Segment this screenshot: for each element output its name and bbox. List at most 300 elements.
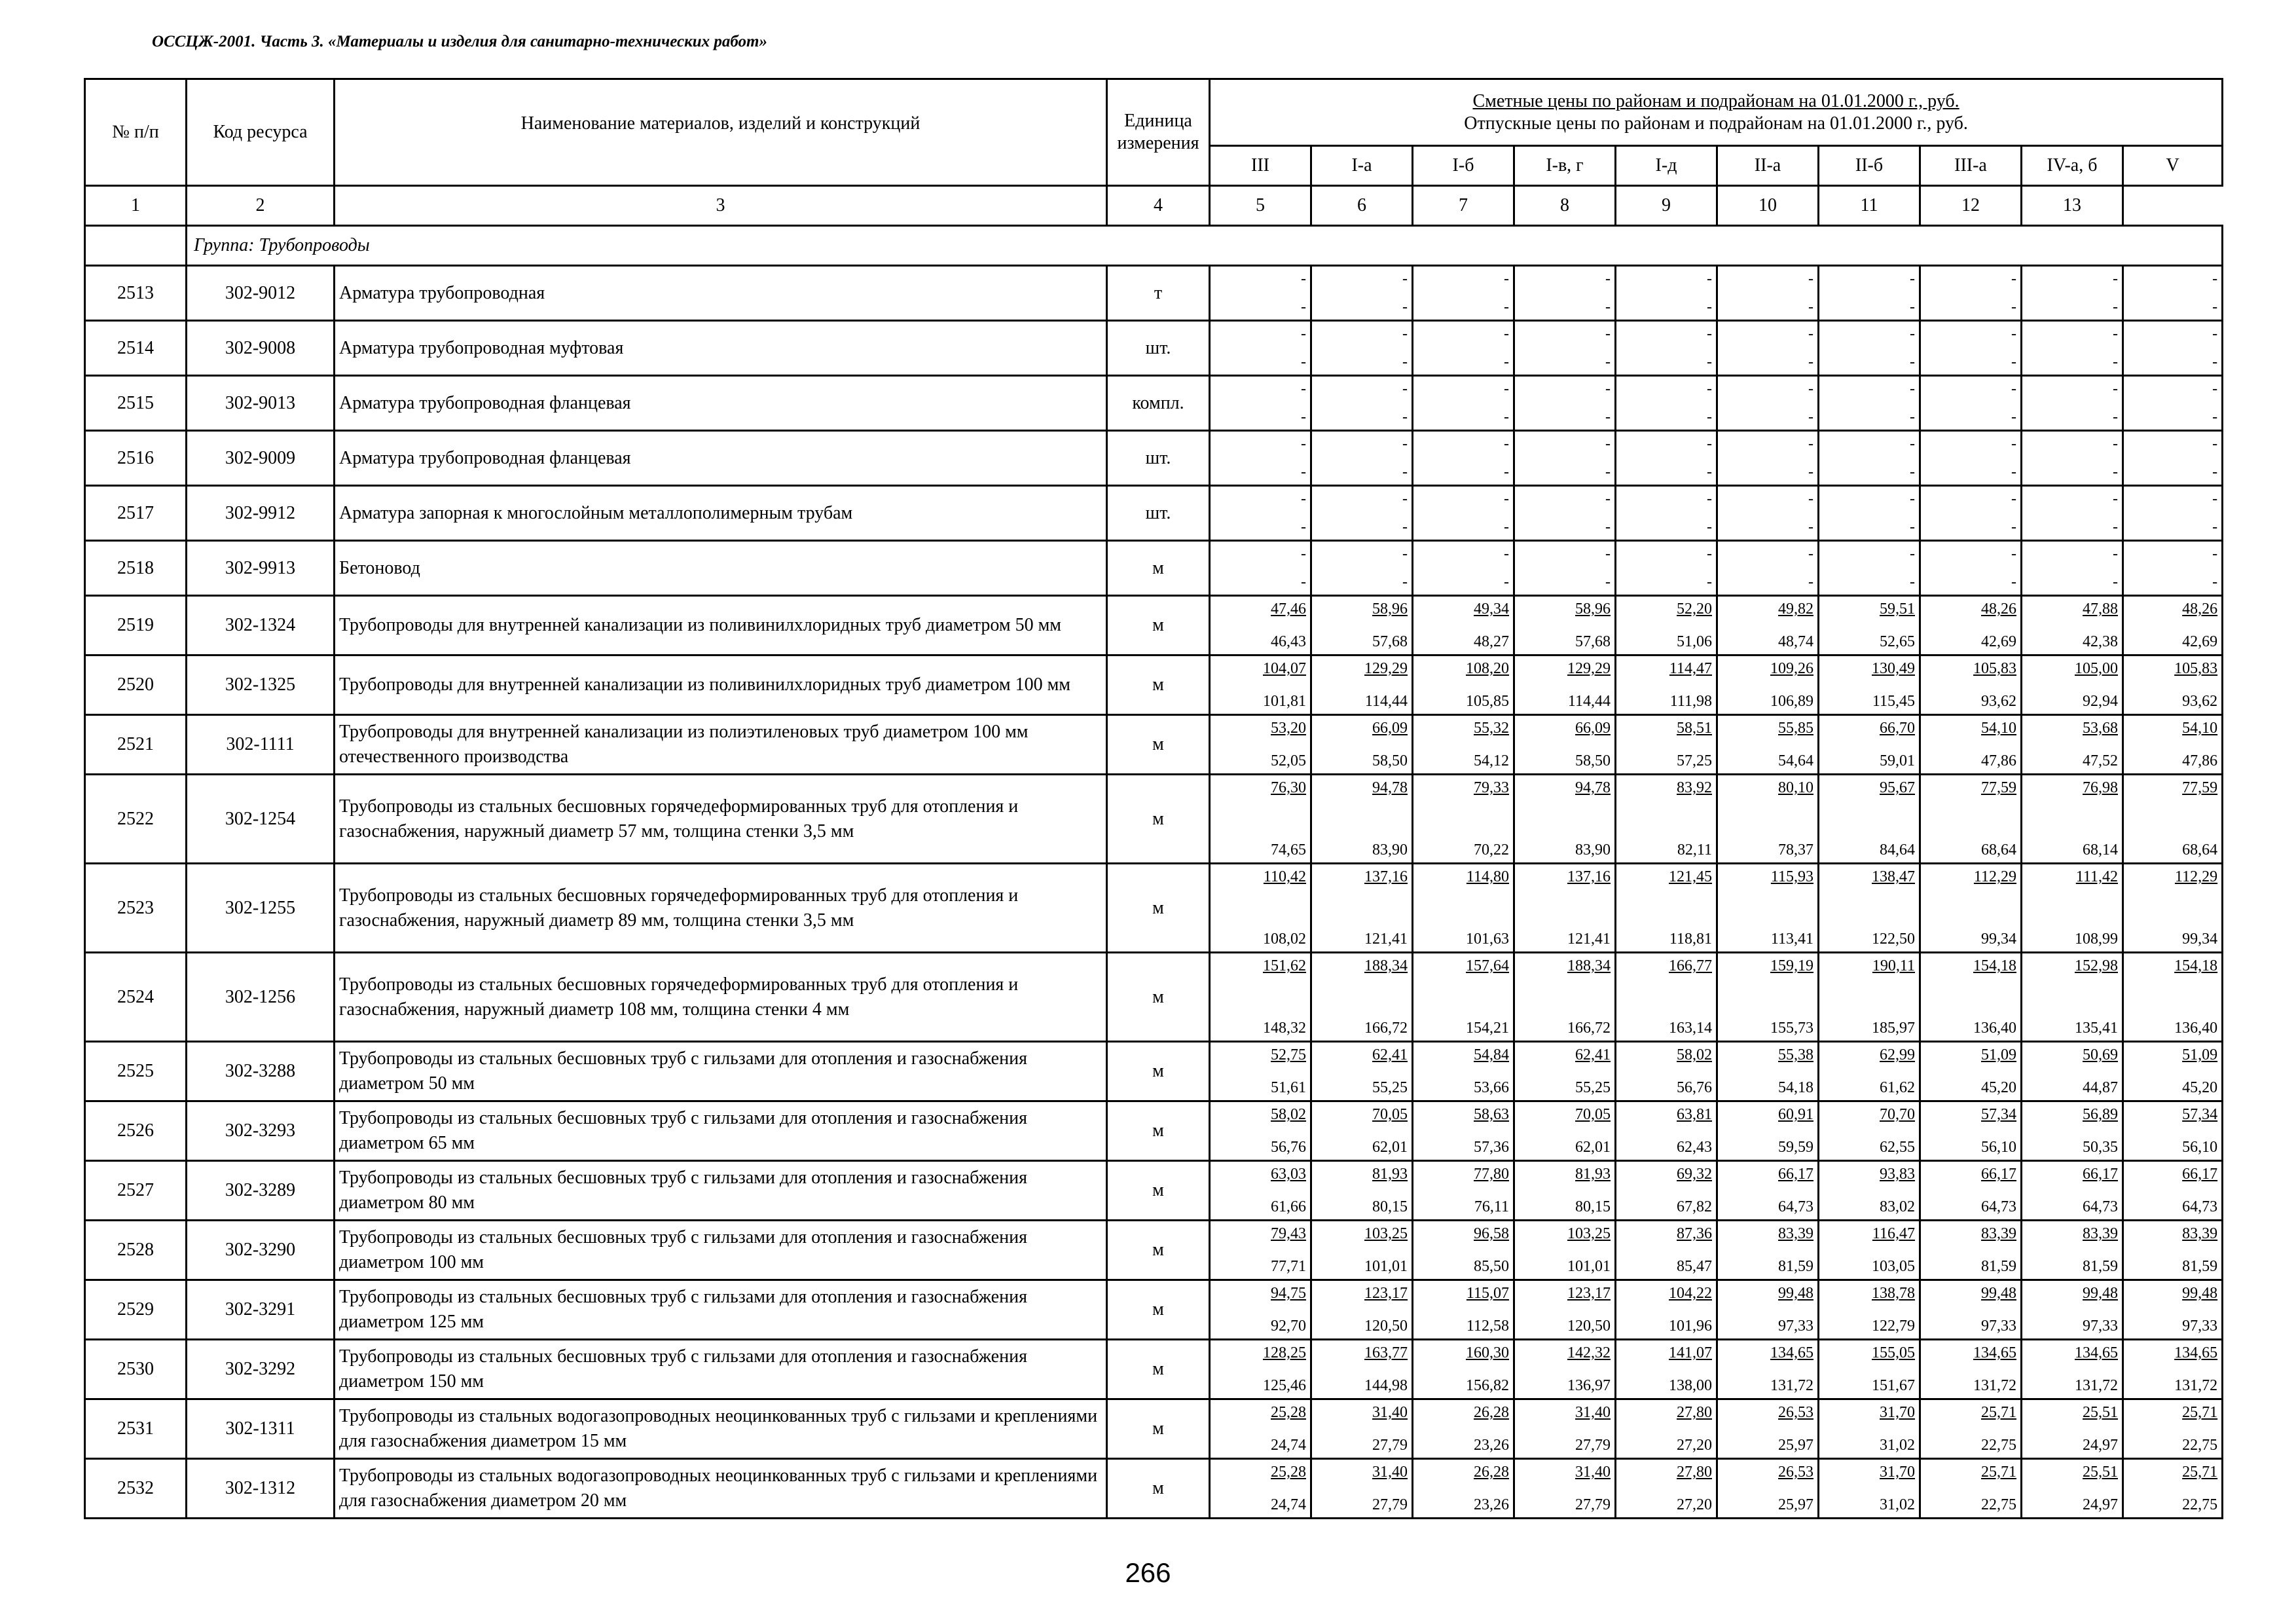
release-price: 55,25 xyxy=(1372,1079,1408,1096)
estimate-price: 128,25 xyxy=(1263,1344,1306,1361)
estimate-price: 25,28 xyxy=(1271,1404,1306,1421)
price-cell xyxy=(1311,1280,1413,1340)
price-cell xyxy=(1514,1101,1616,1161)
price-cell xyxy=(1616,486,1717,541)
release-price: 62,01 xyxy=(1372,1139,1408,1156)
release-price: 27,79 xyxy=(1575,1496,1611,1513)
price-cell xyxy=(2022,486,2123,541)
resource-code: 302-9009 xyxy=(187,431,335,486)
estimate-price: 154,18 xyxy=(1973,957,2016,974)
estimate-price: 25,51 xyxy=(2083,1464,2118,1481)
estimate-price: 81,93 xyxy=(1575,1166,1611,1183)
price-cell xyxy=(1210,1101,1311,1161)
estimate-price-dash: - xyxy=(2113,435,2118,452)
estimate-price: 80,10 xyxy=(1778,779,1813,796)
release-price: 122,79 xyxy=(1872,1318,1915,1335)
price-cell xyxy=(1920,1101,2022,1161)
release-price: 56,76 xyxy=(1271,1139,1306,1156)
estimate-price: 99,48 xyxy=(2083,1285,2118,1302)
table-row xyxy=(85,1340,2223,1399)
price-cell xyxy=(1413,1459,1514,1519)
release-price: 81,59 xyxy=(2083,1258,2118,1275)
estimate-price-dash: - xyxy=(2113,545,2118,563)
estimate-price: 95,67 xyxy=(1880,779,1915,796)
price-cell xyxy=(1616,1101,1717,1161)
release-price: 131,72 xyxy=(1973,1377,2016,1394)
row-number: 2516 xyxy=(85,431,187,486)
release-price: 136,40 xyxy=(1973,1020,2016,1037)
estimate-price: 138,78 xyxy=(1872,1285,1915,1302)
release-price-dash: - xyxy=(1301,299,1306,316)
column-number: 10 xyxy=(1717,186,1819,226)
estimate-price: 58,96 xyxy=(1575,600,1611,618)
price-cell xyxy=(2022,596,2123,655)
estimate-price: 25,51 xyxy=(2083,1404,2118,1421)
row-number: 2532 xyxy=(85,1459,187,1519)
release-price-dash: - xyxy=(1402,354,1408,371)
price-cell xyxy=(1616,953,1717,1042)
estimate-price: 51,09 xyxy=(2182,1046,2218,1063)
estimate-price: 76,30 xyxy=(1271,779,1306,796)
release-price-dash: - xyxy=(1402,409,1408,426)
row-number: 2513 xyxy=(85,266,187,321)
estimate-price-dash: - xyxy=(1910,325,1915,342)
material-name: Трубопроводы из стальных бесшовных горячедеформированных труб для отопления и газоснабжения, наружный диаметр 57 мм, толщина стенки 3,5 мм xyxy=(335,775,1107,864)
region-header: I-в, г xyxy=(1514,146,1616,186)
estimate-price: 63,81 xyxy=(1677,1106,1712,1123)
estimate-price: 58,02 xyxy=(1677,1046,1712,1063)
unit-cell: м xyxy=(1107,1399,1210,1459)
estimate-price: 60,91 xyxy=(1778,1106,1813,1123)
group-title: Группа: Трубопроводы xyxy=(187,226,2223,266)
unit-cell: шт. xyxy=(1107,321,1210,376)
resource-code: 302-9008 xyxy=(187,321,335,376)
price-cell xyxy=(1311,1042,1413,1101)
price-cell xyxy=(1210,1221,1311,1280)
release-price: 99,34 xyxy=(2182,931,2218,948)
release-price: 51,61 xyxy=(1271,1079,1306,1096)
price-cell xyxy=(1717,775,1819,864)
resource-code: 302-9913 xyxy=(187,541,335,596)
estimate-price-dash: - xyxy=(1402,380,1408,397)
estimate-price: 31,40 xyxy=(1372,1404,1408,1421)
price-cell xyxy=(2022,864,2123,953)
release-price: 27,79 xyxy=(1575,1437,1611,1454)
release-price-dash: - xyxy=(1707,574,1712,591)
estimate-price-dash: - xyxy=(2011,270,2016,287)
price-cell xyxy=(1616,1042,1717,1101)
price-cell xyxy=(1616,715,1717,775)
price-cell xyxy=(1311,431,1413,486)
price-cell xyxy=(1819,655,1920,715)
release-price: 47,52 xyxy=(2083,752,2118,769)
row-number: 2530 xyxy=(85,1340,187,1399)
unit-cell: м xyxy=(1107,1101,1210,1161)
price-cell xyxy=(1514,1399,1616,1459)
release-price: 58,50 xyxy=(1575,752,1611,769)
region-header: IV-а, б xyxy=(2022,146,2123,186)
release-price: 42,38 xyxy=(2083,633,2118,650)
resource-code: 302-1111 xyxy=(187,715,335,775)
estimate-price: 138,47 xyxy=(1872,868,1915,885)
price-cell xyxy=(2123,1280,2223,1340)
estimate-price: 25,71 xyxy=(2182,1404,2218,1421)
estimate-price-dash: - xyxy=(2113,490,2118,507)
price-cell xyxy=(1717,1280,1819,1340)
price-cell xyxy=(2123,541,2223,596)
estimate-price: 26,53 xyxy=(1778,1404,1813,1421)
price-cell xyxy=(1920,376,2022,431)
table-row xyxy=(85,266,2223,321)
release-price-dash: - xyxy=(2212,574,2218,591)
price-cell xyxy=(1210,775,1311,864)
release-price: 121,41 xyxy=(1364,931,1408,948)
release-price-dash: - xyxy=(1910,409,1915,426)
release-price: 82,11 xyxy=(1677,841,1712,858)
estimate-price: 69,32 xyxy=(1677,1166,1712,1183)
estimate-price: 48,26 xyxy=(1981,600,2016,618)
material-name: Арматура запорная к многослойным металлополимерным трубам xyxy=(335,486,1107,541)
estimate-price: 93,83 xyxy=(1880,1166,1915,1183)
price-cell xyxy=(1717,266,1819,321)
header-prices-release: Отпускные цены по районам и подрайонам на 01.01.2000 г., руб. xyxy=(1464,113,1968,134)
price-cell xyxy=(1920,953,2022,1042)
price-cell xyxy=(1413,376,1514,431)
estimate-price: 157,64 xyxy=(1466,957,1509,974)
release-price: 77,71 xyxy=(1271,1258,1306,1275)
release-price-dash: - xyxy=(1504,519,1509,536)
estimate-price-dash: - xyxy=(1504,380,1509,397)
unit-cell: шт. xyxy=(1107,431,1210,486)
estimate-price: 83,39 xyxy=(1981,1225,2016,1242)
estimate-price-dash: - xyxy=(1605,325,1611,342)
release-price: 120,50 xyxy=(1567,1318,1611,1335)
estimate-price: 142,32 xyxy=(1567,1344,1611,1361)
estimate-price: 31,70 xyxy=(1880,1404,1915,1421)
price-cell xyxy=(2022,1459,2123,1519)
estimate-price: 104,22 xyxy=(1669,1285,1712,1302)
column-number: 5 xyxy=(1210,186,1311,226)
unit-cell: т xyxy=(1107,266,1210,321)
estimate-price-dash: - xyxy=(1301,545,1306,563)
price-cell xyxy=(1210,715,1311,775)
estimate-price: 96,58 xyxy=(1474,1225,1509,1242)
column-number: 6 xyxy=(1311,186,1413,226)
price-cell xyxy=(2123,1340,2223,1399)
estimate-price: 116,47 xyxy=(1872,1225,1915,1242)
column-number: 11 xyxy=(1819,186,1920,226)
price-cell xyxy=(1717,1399,1819,1459)
release-price: 56,10 xyxy=(2182,1139,2218,1156)
price-cell xyxy=(1311,1101,1413,1161)
price-cell xyxy=(1514,376,1616,431)
release-price: 24,74 xyxy=(1271,1496,1306,1513)
release-price-dash: - xyxy=(2212,519,2218,536)
price-cell xyxy=(1819,376,1920,431)
release-price-dash: - xyxy=(1808,574,1813,591)
estimate-price: 155,05 xyxy=(1872,1344,1915,1361)
release-price: 67,82 xyxy=(1677,1198,1712,1215)
release-price: 57,36 xyxy=(1474,1139,1509,1156)
estimate-price-dash: - xyxy=(2011,325,2016,342)
price-cell xyxy=(1514,541,1616,596)
price-cell xyxy=(2123,1399,2223,1459)
estimate-price: 62,99 xyxy=(1880,1046,1915,1063)
estimate-price-dash: - xyxy=(1910,435,1915,452)
estimate-price-dash: - xyxy=(1402,435,1408,452)
table-row xyxy=(85,541,2223,596)
estimate-price: 77,59 xyxy=(2182,779,2218,796)
price-cell xyxy=(1717,1042,1819,1101)
unit-cell: м xyxy=(1107,715,1210,775)
estimate-price: 134,65 xyxy=(2174,1344,2218,1361)
table-row xyxy=(85,953,2223,1042)
header-num: № п/п xyxy=(85,79,187,186)
table-row xyxy=(85,376,2223,431)
release-price-dash: - xyxy=(1402,464,1408,481)
release-price-dash: - xyxy=(1808,464,1813,481)
estimate-price: 166,77 xyxy=(1669,957,1712,974)
release-price-dash: - xyxy=(2011,409,2016,426)
row-number: 2517 xyxy=(85,486,187,541)
release-price: 97,33 xyxy=(2182,1318,2218,1335)
row-number: 2519 xyxy=(85,596,187,655)
unit-cell: м xyxy=(1107,1042,1210,1101)
estimate-price: 27,80 xyxy=(1677,1404,1712,1421)
price-cell xyxy=(1717,715,1819,775)
release-price: 62,55 xyxy=(1880,1139,1915,1156)
price-cell xyxy=(1413,541,1514,596)
release-price: 93,62 xyxy=(1981,693,2016,710)
price-cell xyxy=(1819,541,1920,596)
price-cell xyxy=(1717,596,1819,655)
estimate-price-dash: - xyxy=(2212,380,2218,397)
estimate-price-dash: - xyxy=(2212,325,2218,342)
release-price: 108,99 xyxy=(2075,931,2118,948)
price-cell xyxy=(2022,775,2123,864)
estimate-price: 81,93 xyxy=(1372,1166,1408,1183)
estimate-price: 31,40 xyxy=(1575,1404,1611,1421)
estimate-price-dash: - xyxy=(1707,325,1712,342)
estimate-price: 99,48 xyxy=(1778,1285,1813,1302)
estimate-price: 48,26 xyxy=(2182,600,2218,618)
material-name: Трубопроводы для внутренней канализации из поливинилхлоридных труб диаметром 50 мм xyxy=(335,596,1107,655)
release-price-dash: - xyxy=(2011,574,2016,591)
material-name: Трубопроводы из стальных бесшовных труб с гильзами для отопления и газоснабжения диаметром 50 мм xyxy=(335,1042,1107,1101)
release-price: 113,41 xyxy=(1770,931,1813,948)
price-cell xyxy=(1616,541,1717,596)
estimate-price: 70,05 xyxy=(1372,1106,1408,1123)
estimate-price-dash: - xyxy=(2212,435,2218,452)
estimate-price: 134,65 xyxy=(1770,1344,1813,1361)
price-cell xyxy=(1920,266,2022,321)
unit-cell: м xyxy=(1107,864,1210,953)
price-cell xyxy=(1514,321,1616,376)
resource-code: 302-9012 xyxy=(187,266,335,321)
release-price: 83,90 xyxy=(1575,841,1611,858)
unit-cell: компл. xyxy=(1107,376,1210,431)
price-cell xyxy=(1819,596,1920,655)
release-price: 120,50 xyxy=(1364,1318,1408,1335)
estimate-price: 55,38 xyxy=(1778,1046,1813,1063)
release-price: 125,46 xyxy=(1263,1377,1306,1394)
release-price: 156,82 xyxy=(1466,1377,1509,1394)
table-row xyxy=(85,1161,2223,1221)
price-cell xyxy=(2022,431,2123,486)
price-cell xyxy=(2022,1340,2123,1399)
release-price: 45,20 xyxy=(1981,1079,2016,1096)
resource-code: 302-1324 xyxy=(187,596,335,655)
price-cell xyxy=(2123,376,2223,431)
estimate-price: 26,53 xyxy=(1778,1464,1813,1481)
price-cell xyxy=(1920,596,2022,655)
release-price-dash: - xyxy=(1808,519,1813,536)
price-cell xyxy=(1920,1399,2022,1459)
estimate-price: 47,88 xyxy=(2083,600,2118,618)
price-cell xyxy=(1920,864,2022,953)
price-cell xyxy=(1819,1399,1920,1459)
price-cell xyxy=(1819,864,1920,953)
row-number: 2515 xyxy=(85,376,187,431)
estimate-price-dash: - xyxy=(1301,490,1306,507)
release-price: 22,75 xyxy=(2182,1437,2218,1454)
estimate-price: 66,17 xyxy=(1981,1166,2016,1183)
price-cell xyxy=(2123,266,2223,321)
release-price: 55,25 xyxy=(1575,1079,1611,1096)
estimate-price: 141,07 xyxy=(1669,1344,1712,1361)
estimate-price: 79,33 xyxy=(1474,779,1509,796)
group-empty-cell xyxy=(85,226,187,266)
estimate-price: 63,03 xyxy=(1271,1166,1306,1183)
estimate-price: 77,80 xyxy=(1474,1166,1509,1183)
release-price: 166,72 xyxy=(1567,1020,1611,1037)
table-row xyxy=(85,431,2223,486)
estimate-price-dash: - xyxy=(1504,490,1509,507)
price-cell xyxy=(1819,1101,1920,1161)
unit-cell: м xyxy=(1107,596,1210,655)
price-cell xyxy=(1413,431,1514,486)
row-number: 2523 xyxy=(85,864,187,953)
price-cell xyxy=(1514,775,1616,864)
release-price: 64,73 xyxy=(1981,1198,2016,1215)
release-price: 61,62 xyxy=(1880,1079,1915,1096)
release-price: 64,73 xyxy=(1778,1198,1813,1215)
price-cell xyxy=(1413,1399,1514,1459)
estimate-price-dash: - xyxy=(1301,380,1306,397)
estimate-price: 163,77 xyxy=(1364,1344,1408,1361)
estimate-price-dash: - xyxy=(1808,270,1813,287)
release-price-dash: - xyxy=(1504,299,1509,316)
price-cell xyxy=(1819,1161,1920,1221)
estimate-price: 99,48 xyxy=(1981,1285,2016,1302)
price-cell xyxy=(1210,321,1311,376)
price-cell xyxy=(1514,1280,1616,1340)
release-price: 115,45 xyxy=(1872,693,1915,710)
price-cell xyxy=(1413,1042,1514,1101)
release-price-dash: - xyxy=(1910,299,1915,316)
release-price: 131,72 xyxy=(1770,1377,1813,1394)
price-cell xyxy=(1210,431,1311,486)
release-price-dash: - xyxy=(1301,574,1306,591)
estimate-price: 54,84 xyxy=(1474,1046,1509,1063)
release-price: 44,87 xyxy=(2083,1079,2118,1096)
price-cell xyxy=(2123,655,2223,715)
estimate-price: 55,32 xyxy=(1474,720,1509,737)
estimate-price-dash: - xyxy=(1605,545,1611,563)
material-name: Трубопроводы для внутренней канализации из поливинилхлоридных труб диаметром 100 мм xyxy=(335,655,1107,715)
release-price-dash: - xyxy=(2011,354,2016,371)
table-row xyxy=(85,715,2223,775)
estimate-price: 111,42 xyxy=(2075,868,2118,885)
unit-cell: м xyxy=(1107,1161,1210,1221)
estimate-price: 123,17 xyxy=(1364,1285,1408,1302)
estimate-price: 54,10 xyxy=(2182,720,2218,737)
estimate-price: 112,29 xyxy=(1973,868,2016,885)
unit-cell: м xyxy=(1107,1280,1210,1340)
estimate-price-dash: - xyxy=(1504,270,1509,287)
unit-cell: м xyxy=(1107,953,1210,1042)
price-cell xyxy=(2022,1101,2123,1161)
release-price: 166,72 xyxy=(1364,1020,1408,1037)
price-cell xyxy=(1210,376,1311,431)
estimate-price: 130,49 xyxy=(1872,660,1915,677)
resource-code: 302-1325 xyxy=(187,655,335,715)
price-cell xyxy=(1819,715,1920,775)
price-cell xyxy=(1210,1340,1311,1399)
estimate-price-dash: - xyxy=(1301,270,1306,287)
estimate-price-dash: - xyxy=(1402,325,1408,342)
table-row xyxy=(85,1101,2223,1161)
material-name: Трубопроводы из стальных бесшовных труб с гильзами для отопления и газоснабжения диаметром 125 мм xyxy=(335,1280,1107,1340)
release-price: 81,59 xyxy=(1778,1258,1813,1275)
unit-cell: шт. xyxy=(1107,486,1210,541)
price-cell xyxy=(2022,953,2123,1042)
release-price: 136,97 xyxy=(1567,1377,1611,1394)
row-number: 2525 xyxy=(85,1042,187,1101)
estimate-price-dash: - xyxy=(2011,380,2016,397)
release-price-dash: - xyxy=(2212,409,2218,426)
price-cell xyxy=(2022,266,2123,321)
price-cell xyxy=(1819,1459,1920,1519)
release-price-dash: - xyxy=(1808,409,1813,426)
estimate-price: 66,09 xyxy=(1575,720,1611,737)
release-price: 92,70 xyxy=(1271,1318,1306,1335)
release-price: 78,37 xyxy=(1778,841,1813,858)
price-cell xyxy=(1616,1221,1717,1280)
price-cell xyxy=(2123,1161,2223,1221)
release-price-dash: - xyxy=(1301,519,1306,536)
release-price: 23,26 xyxy=(1474,1437,1509,1454)
price-cell xyxy=(1413,655,1514,715)
estimate-price: 134,65 xyxy=(1973,1344,2016,1361)
estimate-price: 188,34 xyxy=(1567,957,1611,974)
release-price-dash: - xyxy=(1504,354,1509,371)
price-cell xyxy=(1311,376,1413,431)
estimate-price-dash: - xyxy=(2113,325,2118,342)
price-cell xyxy=(1210,1280,1311,1340)
estimate-price: 25,28 xyxy=(1271,1464,1306,1481)
row-number: 2524 xyxy=(85,953,187,1042)
release-price: 47,86 xyxy=(1981,752,2016,769)
estimate-price: 129,29 xyxy=(1567,660,1611,677)
release-price: 59,59 xyxy=(1778,1139,1813,1156)
estimate-price: 110,42 xyxy=(1263,868,1306,885)
material-name: Трубопроводы из стальных водогазопроводных неоцинкованных труб с гильзами и креплениями для газоснабжения диаметром 20 мм xyxy=(335,1459,1107,1519)
release-price-dash: - xyxy=(2113,519,2118,536)
estimate-price: 66,09 xyxy=(1372,720,1408,737)
price-cell xyxy=(1717,541,1819,596)
estimate-price: 47,46 xyxy=(1271,600,1306,618)
